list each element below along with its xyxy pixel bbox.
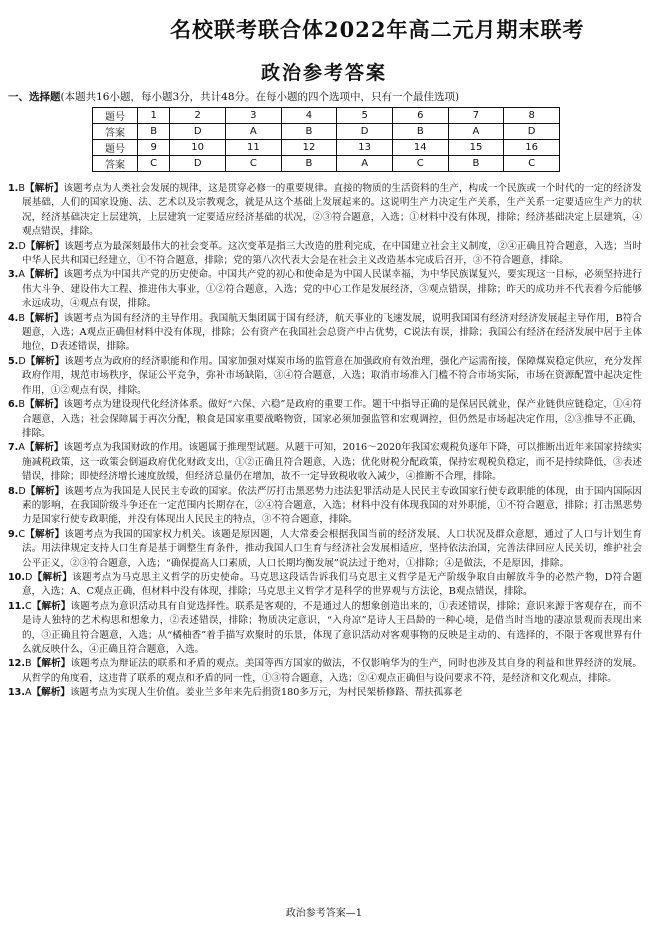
- explanation-text: 该题考点为意识活动具有自觉选择性。联系是客观的，不是通过人的想象创造出来的，①表述错误，排除；意识来源于客观存在，而不是诗人独特的艺术构思和想象力，②表述错误，排除；物质决定意识，“入舟凉”是诗人王昌龄的一种心境，是借当时当地的凄凉景观而表现出来的，③正确且符合题意，入选；从“橘柚香”着手描写欢聚时的乐景，体现了意识活动对客观事物的反映是主动的、有选择的，不限于客观世界有什么就反映什么，④正确且符合题意，入选。: [22, 600, 642, 655]
- analysis-tag: 【解析】: [31, 687, 70, 699]
- analysis-tag: 【解析】: [25, 528, 65, 540]
- question-number: 8.: [8, 485, 19, 497]
- explanation-text: 该题考点为我国的国家权力机关。该题是原因题，人大常委会根据我国当前的经济发展、人口状况及群众意愿，通过了人口与计划生育法。用法律规定支持人口生育是基于调整生育条件，推动我国人口生育与经济社会发展相适应，坚持依法治国，完善法律回应人民关切，维护社会公平正义，②③符合题意，入选；“确保提高人口素质，人口长期均衡发展”说法过于绝对，①排除；④是做法，不是原因，排除。: [22, 528, 643, 569]
- answer-letter: D: [18, 355, 26, 367]
- document-title: 政治参考答案: [260, 62, 387, 84]
- explanation-text: 该题考点为政府的经济职能和作用。国家加强对煤炭市场的监管意在加强政府有效治理，强化产运需衔接，保障煤炭稳定供应，充分发挥政府作用，规范市场秩序，保证公平竞争，弥补市场缺陷，③④符合题意，入选；取消市场准入门槛不符合市场实际，市场在资源配置中起决定性作用，①②观点有误，排除。: [22, 355, 643, 396]
- analysis-tag: 【解析】: [25, 240, 65, 252]
- answer-cell: A: [337, 156, 393, 172]
- question-number-cell: 4: [281, 108, 337, 124]
- question-number-cell: 3: [226, 108, 282, 124]
- analysis-tag: 【解析】: [24, 269, 64, 281]
- question-number: 10.: [8, 571, 25, 583]
- explanation-item: [8, 312, 642, 355]
- answer-cell: A: [226, 124, 282, 140]
- answer-letter: A: [18, 269, 25, 281]
- explanation-item: [8, 268, 642, 311]
- question-number-cell: 5: [337, 108, 393, 124]
- explanation-text: 该题考点为国有经济的主导作用。我国航天集团属于国有经济，航天事业的飞速发展，说明我国国有经济对经济发展起主导作用，B符合题意，入选；A观点正确但材料中没有体现，排除；公有资产在我国社会总资产中占优势，C说法有误，排除；我国公有经济在经济发展中居于主体地位，D表述错误，排除。: [22, 312, 643, 353]
- answer-cell: C: [504, 156, 560, 172]
- question-number-cell: 6: [392, 108, 448, 124]
- analysis-tag: 【解析】: [32, 571, 73, 583]
- explanation-item: [8, 441, 642, 484]
- question-number-row: [93, 140, 560, 156]
- row-label-question: 题号: [93, 140, 138, 156]
- analysis-tag: 【解析】: [24, 442, 64, 454]
- analysis-tag: 【解析】: [24, 312, 64, 324]
- answer-letter: A: [18, 442, 25, 454]
- explanation-text: 该题考点为我国财政的作用。该题属于推理型试题。从题干可知，2016～2020年我国宏观税负逐年下降，可以推断出近年来国家持续实施减税政策，这一政策会倒逼政府优化财政支出，①②正确且符合题意，入选；优化财税分配政策，保持宏观税负稳定，而不是持续降低，③表述错误，排除；即使经济增长速度放缓，但经济总量仍在增加，故不一定导致税收收入减少，④推断不合理，排除。: [22, 442, 642, 483]
- question-number: 13.: [8, 687, 25, 699]
- explanation-item: [8, 240, 642, 269]
- question-number: 5.: [8, 355, 19, 367]
- analysis-tag: 【解析】: [31, 600, 71, 612]
- explanation-item: [8, 182, 642, 240]
- row-label-question: 题号: [93, 108, 138, 124]
- question-number-cell: 12: [281, 140, 337, 156]
- question-number: 12.: [8, 658, 25, 670]
- answer-letter: B: [18, 399, 25, 411]
- answer-cell: D: [504, 124, 560, 140]
- question-number-cell: 14: [392, 140, 448, 156]
- explanation-item: [8, 528, 642, 571]
- answer-letter: A: [25, 687, 32, 699]
- answer-letter: B: [18, 183, 25, 194]
- explanation-text: 该题考点为最深刻最伟大的社会变革。这次变革是指三大改造的胜利完成，在中国建立社会主义制度，②④正确且符合题意，入选；当时中华人民共和国已经建立，①不符合题意，排除；党的第八次代表大会是在社会主义改造基本完成后召开，③不符合题意，排除。: [22, 240, 643, 267]
- analysis-tag: 【解析】: [31, 658, 71, 670]
- answer-cell: B: [392, 124, 448, 140]
- answer-letter: D: [25, 571, 33, 583]
- row-label-answer: 答案: [93, 124, 138, 140]
- question-number-row: [93, 108, 560, 124]
- answer-letter: C: [25, 600, 32, 612]
- explanation-item: [8, 355, 642, 398]
- question-number: 6.: [8, 399, 19, 411]
- explanation-item: [8, 600, 642, 658]
- answer-letter: B: [25, 658, 32, 670]
- question-number-cell: 1: [138, 108, 170, 124]
- question-number: 11.: [8, 600, 25, 612]
- explanation-item: [8, 571, 642, 600]
- question-number: 1.: [8, 183, 19, 194]
- question-number-cell: 9: [138, 140, 170, 156]
- analysis-tag: 【解析】: [25, 355, 65, 367]
- question-number-cell: 15: [448, 140, 504, 156]
- answer-letter: D: [18, 485, 26, 497]
- answer-letter: D: [18, 240, 26, 252]
- explanation-item: [8, 657, 642, 686]
- question-number: 3.: [8, 269, 19, 281]
- answer-cell: C: [226, 156, 282, 172]
- answer-cell: B: [138, 124, 170, 140]
- question-number: 7.: [8, 442, 19, 454]
- answer-cell: B: [448, 156, 504, 172]
- explanation-text: 该题考点为建设现代化经济体系。做好“六保、六稳”是政府的重要工作。题干中指导正确的是保居民就业，保产业链供应链稳定，①④符合题意，入选；社会保障属于再次分配，粮食是国家重要战略物资，国家必须加强监管和宏观调控，但仍然是市场起决定作用，②③推导不正确，排除。: [22, 399, 643, 439]
- question-number: 9.: [8, 528, 19, 540]
- answer-letter: B: [18, 312, 25, 324]
- analysis-tag: 【解析】: [25, 485, 65, 497]
- exam-header-title: 名校联考联合体2022年高二元月期末联考: [170, 17, 585, 42]
- question-number-cell: 8: [504, 108, 560, 124]
- answer-cell: D: [170, 124, 226, 140]
- explanation-text: 该题考点为我国是人民民主专政的国家。依法严厉打击黑恶势力违法犯罪活动是人民民主专政国家行使专政职能的体现，由于国内国际因素的影响，在我国阶级斗争还在一定范围内长期存在，②④符合题意，入选；材料中没有体现我国的对外职能，①不符合题意，排除；打击黑恶势力是国家行使专政职能，并没有体现出人民民主的特点，③不符合题意，排除。: [22, 485, 643, 526]
- question-number-cell: 11: [226, 140, 282, 156]
- answer-row: [93, 156, 560, 172]
- question-number: 4.: [8, 312, 19, 324]
- answer-letter: C: [18, 528, 26, 540]
- answer-table: [92, 107, 560, 172]
- explanation-text: 该题考点为人类社会发展的规律，这是贯穿必修一的重要规律。直接的物质的生活资料的生产，构成一个民族或一个时代的一定的经济发展基础，人们的国家设施、法、艺术以及宗教观念，就是从这个基础上发展起来的。这说明生产力决定生产关系，生产关系一定要适应生产力的状况，经济基础决定上层建筑，上层建筑一定要适应经济基础的状况，②③符合题意，入选；①材料中没有体现，排除；经济基础决定上层建筑，④观点错误，排除。: [22, 183, 643, 238]
- row-label-answer: 答案: [93, 156, 138, 172]
- explanations-list: [8, 182, 642, 701]
- answer-cell: A: [448, 124, 504, 140]
- answer-cell: C: [138, 156, 170, 172]
- explanation-text: 该题考点为辩证法的联系和矛盾的观点。美国等西方国家的做法，不仅影响华为的生产，同时也涉及其自身的利益和世界经济的发展。从哲学的角度看，这违背了联系的观点和矛盾的同一性，①③符合题意，入选；②④观点正确但与设问要求不符，是经济和文化观点，排除。: [22, 658, 643, 684]
- analysis-tag: 【解析】: [24, 399, 64, 411]
- question-number-cell: 7: [448, 108, 504, 124]
- answer-cell: D: [170, 156, 226, 172]
- explanation-item: [8, 686, 642, 700]
- question-number-cell: 10: [170, 140, 226, 156]
- explanation-text: 该题考点为中国共产党的历史使命。中国共产党的初心和使命是为中国人民谋幸福，为中华民族谋复兴，要实现这一目标，必须坚持进行伟大斗争、建设伟大工程、推进伟大事业，①②符合题意，入选；党的中心工作是发展经济，③观点错误，排除；昨天的成功并不代表着今后能够永远成功，④观点有误，排除。: [22, 269, 643, 310]
- question-number-cell: 13: [337, 140, 393, 156]
- answer-cell: B: [281, 156, 337, 172]
- explanation-text: 该题考点为马克思主义哲学的历史使命。马克思这段话告诉我们马克思主义哲学是无产阶级争取自由解放斗争的必然产物，D符合题意，入选；A、C观点正确，但材料中没有体现，排除；马克思主义哲学才是科学的世界观与方法论，B观点错误，排除。: [22, 571, 643, 598]
- answer-cell: D: [337, 124, 393, 140]
- answer-cell: B: [281, 124, 337, 140]
- question-number: 2.: [8, 240, 19, 252]
- answer-row: [93, 124, 560, 140]
- question-number-cell: 2: [170, 108, 226, 124]
- section-heading: [8, 91, 642, 104]
- explanation-item: [8, 398, 642, 441]
- explanation-text: 该题考点为实现人生价值。姜业兰多年来先后捐资180多万元，为村民架桥修路、帮扶孤寡老: [69, 687, 463, 699]
- section-heading-label: 一、选择题: [8, 91, 61, 103]
- page-footer: 政治参考答案—1: [285, 908, 363, 919]
- section-heading-note: (本题共16小题，每小题3分，共计48分。在每小题的四个选项中，只有一个最佳选项): [60, 91, 460, 103]
- question-number-cell: 16: [504, 140, 560, 156]
- analysis-tag: 【解析】: [24, 183, 64, 194]
- answer-cell: C: [392, 156, 448, 172]
- explanation-item: [8, 485, 642, 528]
